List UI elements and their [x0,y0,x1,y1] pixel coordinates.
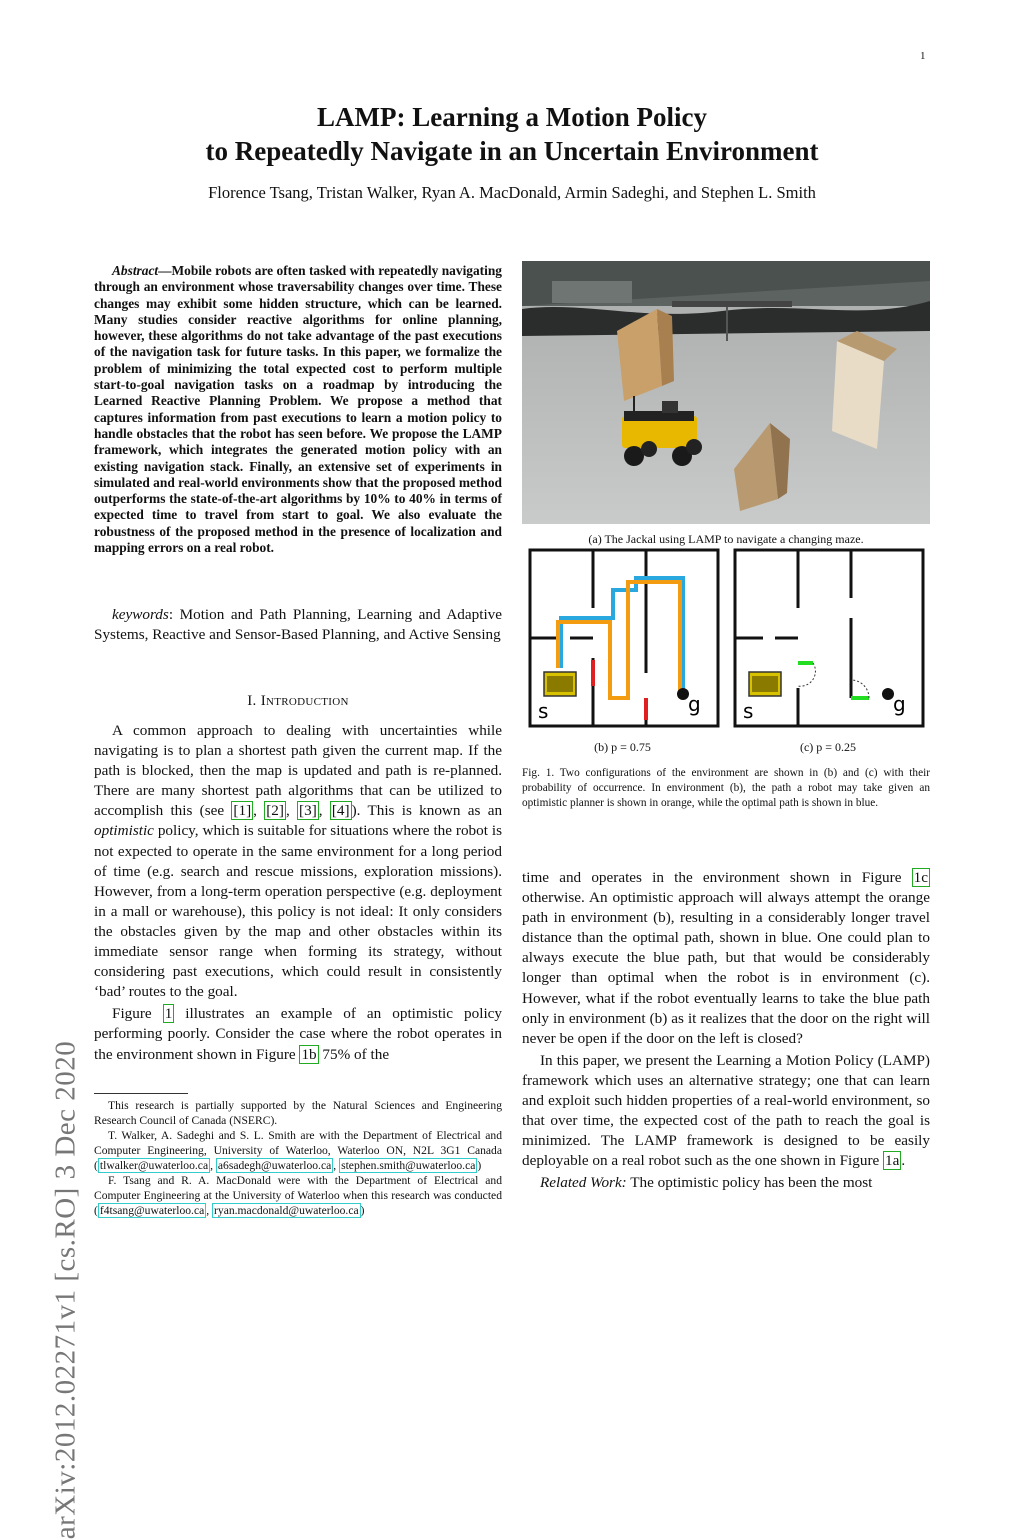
footnote-1: This research is partially supported by the Natural Sciences and Engineering Research Council of Canada (NSERC). [94,1099,502,1127]
related-work-label: Related Work: [540,1174,627,1192]
footnote-3: F. Tsang and R. A. MacDonald were with the Department of Electrical and Computer Engineering at the University of Waterloo when this research was conducted ( f4tsang@uwaterloo.ca , ryan.macdonald@uwaterloo.ca ) [94,1174,502,1217]
figure-link[interactable]: 1a [885,1152,900,1170]
citation-link[interactable]: [4] [331,802,350,820]
goal-label: g [893,692,906,716]
introduction-body [94,721,502,1067]
page-number: 1 [920,50,926,62]
footnote-2-text: T. Walker, A. Sadeghi and S. L. Smith are with the Department of Electrical and Computer Engineering, University of Waterloo, Waterloo ON, N2L 3G1 Canada ( [94,1129,502,1172]
intro-p1-emphasis: optimistic [94,822,154,840]
email-link[interactable]: tlwalker@uwaterloo.ca [99,1159,209,1172]
subfigure-c-caption: (c) p = 0.25 [799,740,857,754]
subfigure-b-caption: (b) p = 0.75 [594,740,651,754]
intro-paragraph-1: A common approach to dealing with uncertainties while navigating is to plan a shortest path given the current map. If the path is blocked, then the map is updated and path is re-planned. There are many shortest path algorithms that can be utilized to accomplish this (see [1] , [2] , [3] , [4] ). This is known as an optimistic policy, which is suitable for situations where the robot is not expected to operate in the same environment for a long period of time (e.g. search and rescue missions, exploration missions). However, from a long-term operation perspective (e.g. deployment in a mall or warehouse), this policy is not ideal: It only considers the obstacles given by the map and other obstacles within its immediate sensor range when forming its strategy, without considering past executions, which could result in consistently ‘bad’ routes to the goal. [94,722,503,1001]
jackal-robot-photo [522,261,930,524]
email-link[interactable]: f4tsang@uwaterloo.ca [99,1204,205,1217]
right-p2-text-a: In this paper, we present the Learning a Motion Policy (LAMP) framework which uses an alternative strategy; one that can learn and exploit such hidden properties of a real-world environment, so that over time, the expected cost of the path to reach the goal is minimized. The LAMP framework is designed to be easily deployable on a real robot such as the one shown in Figure [522,1051,930,1170]
photo-illustration [522,261,930,524]
abstract-label: Abstract [112,263,159,278]
keywords-text: : Motion and Path Planning, Learning and Adaptive Systems, Reactive and Sensor-Based Planning, and Active Sensing [94,606,502,643]
abstract [94,263,502,556]
section-title: Introduction [260,693,349,709]
section-numeral: I. [247,693,257,709]
right-p3-text: The optimistic policy has been the most [626,1174,873,1192]
start-label: s [538,699,549,723]
intro-p1-text-a: A common approach to dealing with uncertainties while navigating is to plan a shortest path given the current map. If the path is blocked, then the map is updated and path is re-planned. There are many shortest path algorithms that can be utilized to accomplish this (see [94,722,502,820]
figure-link[interactable]: 1c [913,869,928,886]
right-paragraph-1 [522,868,930,1049]
abstract-text: Mobile robots are often tasked with repeatedly navigating through an environment whose traversability changes over time. These changes may exhibit some hidden structure, which can be learned. Many studies consider reactive algorithms for online planning, however, these algorithms do not take advantage of the past executions of the navigation task for future tasks. In this paper, we formalize the problem of minimizing the total expected cost to perform multiple start-to-goal navigation tasks on a roadmap by introducing the Learned Reactive Planning Problem. We propose a method that captures information from past executions to learn a motion policy to handle obstacles that the robot has seen before. We propose the LAMP framework, which integrates the generated motion policy with an existing navigation stack. Finally, an extensive set of experiments in simulated and real-world environments show that the proposed method outperforms the state-of-the-art algorithms by 10% to 40% in terms of expected time to travel from start to goal. We also evaluate the robustness of the proposed method in the presence of localization and mapping errors on a real robot. [94,263,502,556]
intro-p2-text-b: illustrates an example of an optimistic policy performing poorly. Consider the case where the robot operates in the environment shown in Figure [94,1005,502,1063]
intro-p2-text-c: 75% of the [318,1045,390,1063]
keywords-label: keywords [112,606,169,623]
right-paragraph-3 [522,1173,930,1193]
section-heading [94,693,502,710]
title-line-1: LAMP: Learning a Motion Policy [317,102,707,132]
abstract-dash: — [158,263,172,278]
intro-paragraph-2 [94,1004,502,1064]
keywords [94,605,502,645]
email-link[interactable]: stephen.smith@uwaterloo.ca [341,1159,476,1172]
footnotes [94,1098,502,1218]
right-column-body [522,868,930,1196]
intro-p2-text-a: Figure [112,1005,163,1023]
start-label: s [743,699,754,723]
citation-link[interactable]: [3] [299,802,317,820]
intro-p1-text-c: policy, which is suitable for situations where the robot is not expected to operate in the same environment for a long period of time (e.g. search and rescue missions, exploration missions). However, from a long-term operation perspective (e.g. deployment in a mall or warehouse), this policy is not ideal: It only considers the obstacles given by the map and other obstacles within its immediate sensor range when forming its strategy, without considering past executions, which could result in consistently ‘bad’ routes to the goal. [94,822,502,1001]
figure-link[interactable]: 1 [164,1005,173,1023]
right-p1-text-b: otherwise. An optimistic approach will always attempt the orange path in environment (b), resulting in a considerably longer travel distance than the optimal path, shown in blue. One could plan to always execute the blue path, but that would be considerably longer than optimal when the robot is in environment (c). However, what if the robot eventually learns to take the blue path only in environment (b) as it realizes that the door on the right will never be open if the door on the left is closed? [522,889,930,1047]
citation-link[interactable]: [2] [266,802,284,820]
arxiv-stamp: arXiv:2012.02271v1 [cs.RO] 3 Dec 2020 [49,1040,82,1539]
maze-b-diagram [528,548,720,728]
right-p1-text-a: time and operates in the environment shown in Figure [522,869,912,886]
subfigure-a-caption: (a) The Jackal using LAMP to navigate a changing maze. [588,532,864,546]
footnote-2: T. Walker, A. Sadeghi and S. L. Smith are with the Department of Electrical and Computer Engineering, University of Waterloo, Waterloo ON, N2L 3G1 Canada ( tlwalker@uwaterloo.ca , a6sadegh@uwaterloo.ca , stephen.smith@uwaterloo.ca ) [94,1129,502,1172]
door-swing-right [851,680,869,698]
paper-title [0,100,1024,168]
right-p2-text-b: . [901,1152,906,1170]
figure-link[interactable]: 1b [301,1045,317,1063]
goal-label: g [688,692,701,716]
right-paragraph-2 [522,1051,930,1172]
author-list: Florence Tsang, Tristan Walker, Ryan A. MacDonald, Armin Sadeghi, and Stephen L. Smith [208,183,816,202]
intro-p1-text-b: ). This is known as an [351,802,503,820]
email-link[interactable]: a6sadegh@uwaterloo.ca [217,1159,332,1172]
maze-c-diagram [733,548,925,728]
footnote-3-text: F. Tsang and R. A. MacDonald were with the Department of Electrical and Computer Engineering at the University of Waterloo when this research was conducted ( [94,1174,502,1217]
citation-link[interactable]: [1] [233,802,252,820]
footnote-rule [94,1093,188,1094]
title-line-2: to Repeatedly Navigate in an Uncertain Environment [205,136,819,166]
door-swing-left [798,663,815,686]
figure-1-caption: Fig. 1. Two configurations of the environment are shown in (b) and (c) with their probability of occurrence. In environment (b), the path a robot may take given an optimistic planner is shown in orange, while the optimal path is shown in blue. [522,767,930,809]
email-link[interactable]: ryan.macdonald@uwaterloo.ca [214,1204,359,1217]
